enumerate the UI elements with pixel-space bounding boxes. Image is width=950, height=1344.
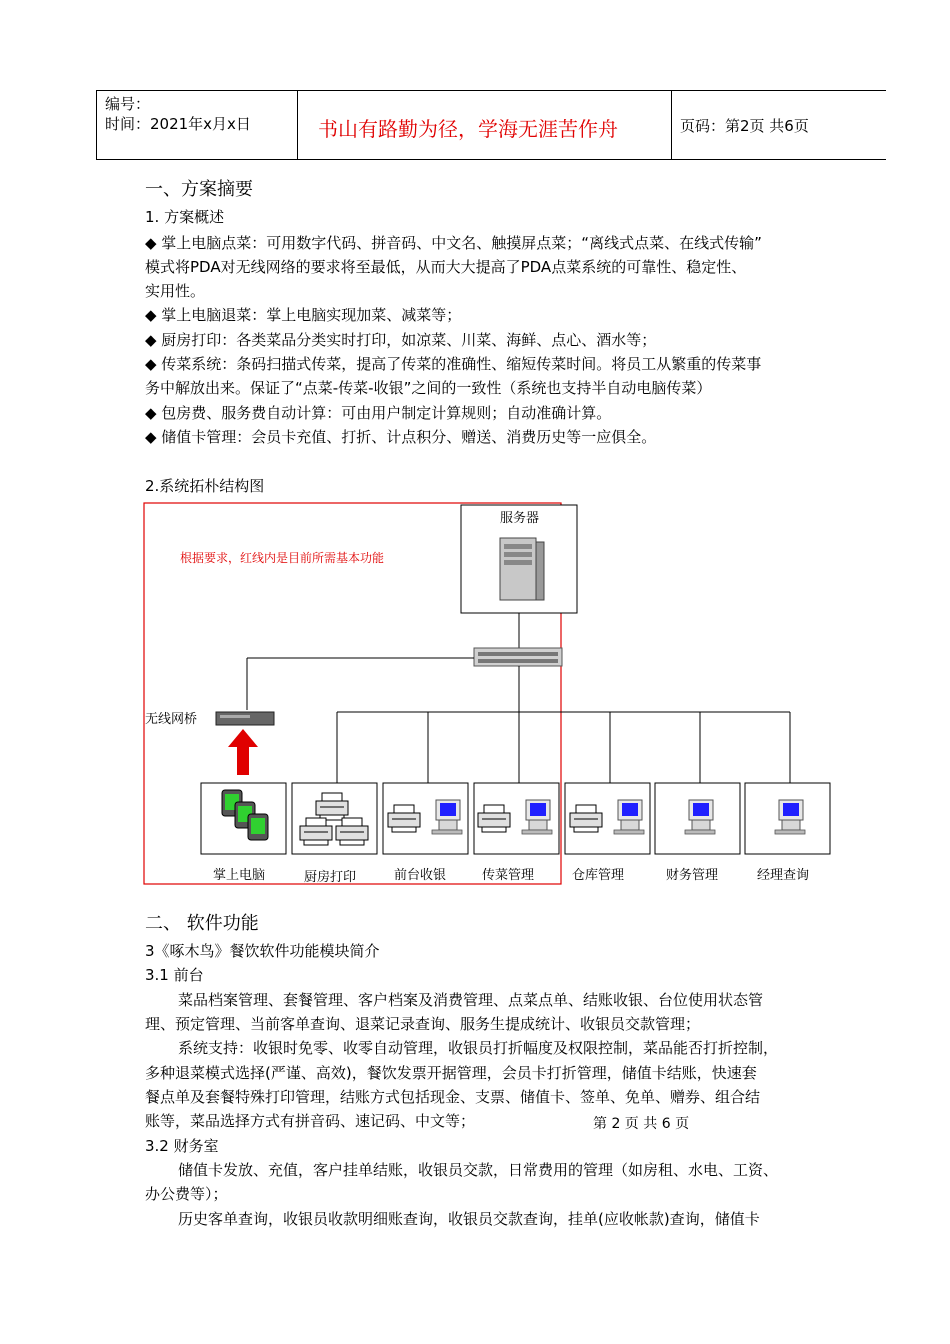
motto: 书山有路勤为径，学海无涯苦作舟 [318, 117, 618, 141]
finance-line: 历史客单查询，收银员收款明细账查询，收银员交款查询，挂单(应收帐款)查询，储值卡 [178, 1210, 760, 1228]
front-desk-line: 理、预定管理、当前客单查询、退菜记录查询、服务生提成统计、收银员交款管理； [145, 1015, 701, 1033]
overview-line: 实用性。 [145, 282, 206, 300]
node-label: 厨房打印 [304, 870, 357, 885]
finance-line: 办公费等）； [145, 1185, 228, 1203]
server-icon [500, 538, 544, 600]
overview-line: ◆ 传菜系统：条码扫描式传菜，提高了传菜的准确性、缩短传菜时间。将员工从繁重的传菜事 [145, 355, 762, 373]
node-label: 财务管理 [666, 868, 719, 883]
header-info-cell [97, 91, 298, 159]
bridge-label: 无线网桥 [145, 712, 198, 727]
section-1-subtitle: 1. 方案概述 [145, 208, 225, 226]
node-label: 仓库管理 [572, 868, 625, 883]
section-2-title: 二、 软件功能 [145, 913, 259, 934]
page-label: 页码：第2页 共6页 [680, 117, 809, 135]
section-3-title: 3《啄木鸟》餐饮软件功能模块简介 [145, 942, 380, 960]
node-label: 传菜管理 [482, 868, 535, 883]
topology-title: 2.系统拓朴结构图 [145, 477, 265, 495]
page-number: 第 2 页 共 6 页 [593, 1116, 690, 1132]
header-motto-cell [298, 91, 672, 159]
overview-line: ◆ 储值卡管理：会员卡充值、打折、计点积分、赠送、消费历史等一应俱全。 [145, 428, 657, 446]
topology-diagram [140, 500, 840, 890]
overview-line: 模式将PDA对无线网络的要求将至最低，从而大大提高了PDA点菜系统的可靠性、稳定性、 [145, 258, 747, 276]
overview-line: 务中解放出来。保证了“点菜-传菜-收银”之间的一致性（系统也支持半自动电脑传菜） [145, 379, 712, 397]
overview-line: ◆ 掌上电脑退菜：掌上电脑实现加菜、减菜等； [145, 306, 462, 324]
server-label: 服务器 [500, 511, 540, 526]
finance-line: 储值卡发放、充值，客户挂单结账，收银员交款，日常费用的管理（如房租、水电、工资、 [178, 1161, 779, 1179]
section-3-1-title: 3.1 前台 [145, 966, 204, 984]
page-header [96, 90, 886, 160]
front-desk-line: 账等，菜品选择方式有拼音码、速记码、中文等； [145, 1112, 476, 1130]
section-3-2-title: 3.2 财务室 [145, 1137, 219, 1155]
front-desk-line: 系统支持：收银时免零、收零自动管理，收银员打折幅度及权限控制，菜品能否打折控制， [178, 1039, 779, 1057]
front-desk-line: 餐点单及套餐特殊打印管理，结账方式包括现金、支票、储值卡、签单、免单、赠券、组合结 [145, 1088, 761, 1106]
node-label: 前台收银 [394, 868, 447, 883]
frame-note: 根据要求，红线内是目前所需基本功能 [180, 551, 385, 565]
wireless-bridge-icon [216, 712, 274, 725]
node-label: 掌上电脑 [213, 868, 266, 883]
number-label: 编号： [105, 95, 151, 113]
overview-line: ◆ 掌上电脑点菜：可用数字代码、拼音码、中文名、触摸屏点菜；“离线式点菜、在线式传输” [145, 234, 762, 252]
node-label: 经理查询 [757, 868, 810, 883]
arrow-up-icon [228, 729, 258, 775]
overview-line: ◆ 包房费、服务费自动计算：可由用户制定计算规则；自动准确计算。 [145, 404, 612, 422]
section-1-title: 一、方案摘要 [145, 179, 253, 200]
switch-icon [474, 648, 562, 666]
header-page-cell [672, 91, 886, 159]
front-desk-line: 菜品档案管理、套餐管理、客户档案及消费管理、点菜点单、结账收银、台位使用状态管 [178, 991, 764, 1009]
overview-line: ◆ 厨房打印：各类菜品分类实时打印，如凉菜、川菜、海鲜、点心、酒水等； [145, 331, 657, 349]
time-label: 时间：2021年x月x日 [105, 115, 251, 133]
front-desk-line: 多种退菜模式选择(严谨、高效)，餐饮发票开据管理，会员卡打折管理，储值卡结账，快速套 [145, 1064, 757, 1082]
